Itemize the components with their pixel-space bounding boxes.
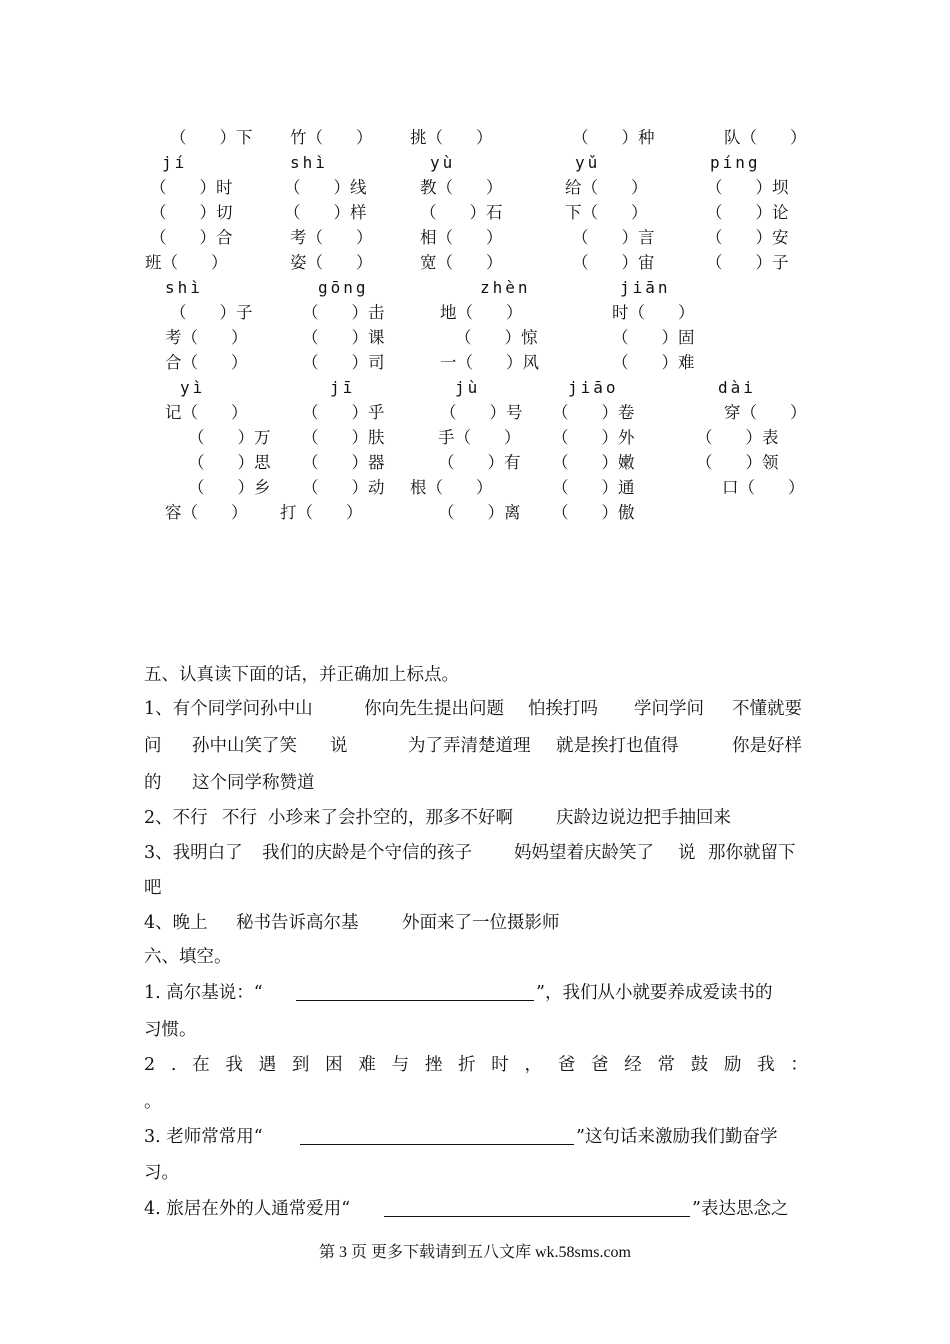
text-segment: 小珍来了会扑空的，那多不好啊 xyxy=(268,808,513,828)
fill-in-item[interactable]: （ ）宙 xyxy=(572,253,655,272)
text-char: 我 xyxy=(225,1055,243,1075)
text-segment: 秘书告诉高尔基 xyxy=(236,913,359,933)
fill-in-item[interactable]: （ ）领 xyxy=(696,453,779,472)
fill-in-item[interactable]: （ ）种 xyxy=(572,128,655,147)
fill-in-item[interactable]: （ ）固 xyxy=(612,328,695,347)
fill-in-row xyxy=(0,426,950,450)
fill-in-item[interactable]: （ ）离 xyxy=(438,503,521,522)
fill-in-item[interactable]: 一（ ）风 xyxy=(440,353,539,372)
fill-in-item[interactable]: （ ）言 xyxy=(572,228,655,247)
fill-in-item[interactable]: 考（ ） xyxy=(290,228,373,247)
text-segment: 庆龄边说边把手抽回来 xyxy=(556,808,731,828)
pinyin-label: yǔ xyxy=(575,153,601,172)
fill-in-item[interactable]: （ ）合 xyxy=(150,228,233,247)
fill-in-item[interactable]: 时（ ） xyxy=(612,303,695,322)
heading-text: 六、填空。 xyxy=(144,947,232,967)
text-segment: ”，我们从小就要养成爱读书的 xyxy=(536,983,773,1003)
fill-in-row xyxy=(0,326,950,350)
text-segment: ”表达思念之 xyxy=(692,1199,789,1219)
fill-in-item[interactable]: 容（ ） xyxy=(165,503,248,522)
pinyin-label: píng xyxy=(710,153,761,172)
fill-in-item[interactable]: （ ）难 xyxy=(612,353,695,372)
text-char: 爸 xyxy=(591,1055,609,1075)
fill-in-item[interactable]: （ ）坝 xyxy=(706,178,789,197)
text-segment: 3. 老师常常用“ xyxy=(144,1127,263,1147)
fill-in-item[interactable]: （ ）安 xyxy=(706,228,789,247)
text-char: 我 xyxy=(757,1055,775,1075)
text-segment: 4. 旅居在外的人通常爱用“ xyxy=(144,1199,351,1219)
fill-in-item[interactable]: 根（ ） xyxy=(410,478,493,497)
text-segment: 3、我明白了 xyxy=(144,843,243,863)
fill-in-item[interactable]: （ ）子 xyxy=(706,253,789,272)
fill-in-item[interactable]: 记（ ） xyxy=(165,403,248,422)
text-segment: 妈妈望着庆龄笑了 xyxy=(514,843,654,863)
fill-in-item[interactable]: （ ）石 xyxy=(420,203,503,222)
fill-in-item[interactable]: （ ）卷 xyxy=(552,403,635,422)
fill-in-row xyxy=(0,251,950,275)
fill-in-item[interactable]: （ ）线 xyxy=(284,178,367,197)
fill-in-row xyxy=(0,451,950,475)
fill-in-item[interactable]: （ ）子 xyxy=(170,303,253,322)
text-segment: 孙中山笑了笑 xyxy=(192,736,297,756)
fill-in-item[interactable]: 队（ ） xyxy=(724,128,807,147)
pinyin-row xyxy=(0,151,950,175)
heading-text: 五、认真读下面的话，并正确加上标点。 xyxy=(144,665,459,685)
fill-in-item[interactable]: 手（ ） xyxy=(438,428,521,447)
fill-in-item[interactable]: （ ）万 xyxy=(188,428,271,447)
text-segment: 我们的庆龄是个守信的孩子 xyxy=(262,843,472,863)
pinyin-label: shì xyxy=(290,153,328,172)
text-char: 2 xyxy=(144,1055,156,1075)
fill-in-row xyxy=(0,401,950,425)
pinyin-label: gōng xyxy=(318,278,369,297)
fill-in-row xyxy=(0,201,950,225)
text-segment: 不懂就要 xyxy=(732,699,802,719)
fill-in-item[interactable]: 相（ ） xyxy=(420,228,503,247)
fill-in-row xyxy=(0,226,950,250)
fill-in-item[interactable]: 地（ ） xyxy=(440,303,523,322)
fill-in-item[interactable]: （ ）时 xyxy=(150,178,233,197)
fill-in-item[interactable]: （ ）通 xyxy=(552,478,635,497)
text-segment: 学问学问 xyxy=(634,699,704,719)
fill-in-item[interactable]: （ ）乡 xyxy=(188,478,271,497)
answer-blank[interactable] xyxy=(296,1000,534,1001)
fill-in-item[interactable]: （ ）惊 xyxy=(455,328,538,347)
pinyin-label: shì xyxy=(165,278,203,297)
text-segment: 说 xyxy=(330,736,348,756)
fill-in-row xyxy=(0,501,950,525)
fill-in-item[interactable]: （ ）有 xyxy=(438,453,521,472)
text-char: 经 xyxy=(624,1055,642,1075)
fill-in-item[interactable]: （ ）样 xyxy=(284,203,367,222)
answer-blank[interactable] xyxy=(300,1144,574,1145)
pinyin-row xyxy=(0,376,950,400)
text-char: . xyxy=(170,1055,177,1075)
text-segment: 习。 xyxy=(144,1163,179,1183)
fill-in-item[interactable]: 教（ ） xyxy=(420,178,503,197)
text-segment: 4、晚上 xyxy=(144,913,208,933)
text-segment: 1、有个同学问孙中山 xyxy=(144,699,313,719)
text-char: 常 xyxy=(657,1055,675,1075)
text-char: 挫 xyxy=(424,1055,443,1075)
pinyin-label: jiān xyxy=(620,278,671,297)
pinyin-label: jī xyxy=(330,378,356,397)
fill-in-item[interactable]: （ ）下 xyxy=(170,128,253,147)
fill-in-item[interactable]: （ ）器 xyxy=(302,453,385,472)
text-segment: 你向先生提出问题 xyxy=(364,699,504,719)
fill-in-item[interactable]: 姿（ ） xyxy=(290,253,373,272)
fill-in-item[interactable]: 穿（ ） xyxy=(724,403,807,422)
fill-in-item[interactable]: （ ）击 xyxy=(302,303,385,322)
text-char: 与 xyxy=(391,1055,410,1075)
text-segment: 这个同学称赞道 xyxy=(192,773,315,793)
text-segment: 你是好样 xyxy=(732,736,802,756)
fill-in-item[interactable]: （ ）动 xyxy=(302,478,385,497)
pinyin-label: jù xyxy=(455,378,481,397)
fill-in-item[interactable]: （ ）论 xyxy=(706,203,789,222)
text-char: 鼓 xyxy=(690,1055,709,1075)
text-segment: ”这句话来激励我们勤奋学 xyxy=(576,1127,778,1147)
fill-in-row xyxy=(0,301,950,325)
text-char: 遇 xyxy=(258,1055,277,1075)
text-segment: 就是挨打也值得 xyxy=(556,736,679,756)
text-char: 折 xyxy=(458,1055,476,1075)
pinyin-label: yù xyxy=(430,153,456,172)
fill-in-item[interactable]: 挑（ ） xyxy=(410,128,493,147)
fill-in-item[interactable]: 竹（ ） xyxy=(290,128,373,147)
text-segment: 。 xyxy=(144,1092,162,1112)
text-char: 困 xyxy=(325,1055,343,1075)
text-char: 励 xyxy=(723,1055,742,1075)
fill-in-item[interactable]: （ ）切 xyxy=(150,203,233,222)
fill-in-item[interactable]: 下（ ） xyxy=(565,203,648,222)
question-2-text xyxy=(144,1052,808,1078)
text-char: 到 xyxy=(291,1055,310,1075)
fill-in-item[interactable]: 宽（ ） xyxy=(420,253,503,272)
fill-in-row xyxy=(0,476,950,500)
fill-in-item[interactable]: （ ）乎 xyxy=(302,403,385,422)
text-segment: 吧 xyxy=(144,878,162,898)
fill-in-item[interactable]: 合（ ） xyxy=(165,353,248,372)
text-segment: 习惯。 xyxy=(144,1020,197,1040)
fill-in-item[interactable]: （ ）表 xyxy=(696,428,779,447)
pinyin-label: yì xyxy=(180,378,206,397)
fill-in-item[interactable]: （ ）课 xyxy=(302,328,385,347)
text-segment: 为了弄清楚道理 xyxy=(408,736,531,756)
pinyin-label: zhèn xyxy=(480,278,531,297)
text-segment: 怕挨打吗 xyxy=(528,699,598,719)
fill-in-item[interactable]: 班（ ） xyxy=(145,253,228,272)
fill-in-item[interactable]: （ ）号 xyxy=(440,403,523,422)
text-char: 难 xyxy=(358,1055,376,1075)
fill-in-item[interactable]: （ ）傲 xyxy=(552,503,635,522)
text-char: 在 xyxy=(192,1055,210,1075)
fill-in-item[interactable]: 口（ ） xyxy=(722,478,805,497)
text-segment: 说 xyxy=(678,843,696,863)
fill-in-item[interactable]: （ ）思 xyxy=(188,453,271,472)
text-char: 时 xyxy=(491,1055,509,1075)
text-segment: 问 xyxy=(144,736,162,756)
answer-blank[interactable] xyxy=(384,1216,690,1217)
fill-in-item[interactable]: （ ）司 xyxy=(302,353,385,372)
fill-in-item[interactable]: 考（ ） xyxy=(165,328,248,347)
pinyin-label: jí xyxy=(162,153,188,172)
text-segment: 那你就留下 xyxy=(708,843,796,863)
text-char: ： xyxy=(790,1055,808,1075)
text-segment: 外面来了一位摄影师 xyxy=(402,913,560,933)
question-2 xyxy=(144,1052,808,1078)
text-char: ， xyxy=(524,1055,543,1075)
fill-in-item[interactable]: （ ）嫩 xyxy=(552,453,635,472)
pinyin-label: jiāo xyxy=(568,378,619,397)
text-segment: 不行 xyxy=(222,808,257,828)
text-segment: 2、不行 xyxy=(144,808,208,828)
pinyin-label: dài xyxy=(718,378,756,397)
fill-in-item[interactable]: （ ）外 xyxy=(552,428,635,447)
fill-in-row xyxy=(0,351,950,375)
text-segment: 的 xyxy=(144,773,162,793)
text-char: 爸 xyxy=(557,1055,576,1075)
fill-in-row xyxy=(0,176,950,200)
fill-in-row xyxy=(0,126,950,150)
pinyin-row xyxy=(0,276,950,300)
fill-in-item[interactable]: 打（ ） xyxy=(280,503,363,522)
page-footer: 第 3 页 更多下载请到五八文库 wk.58sms.com xyxy=(318,1244,631,1261)
fill-in-item[interactable]: 给（ ） xyxy=(565,178,648,197)
fill-in-item[interactable]: （ ）肤 xyxy=(302,428,385,447)
text-segment: 1. 高尔基说：“ xyxy=(144,983,263,1003)
